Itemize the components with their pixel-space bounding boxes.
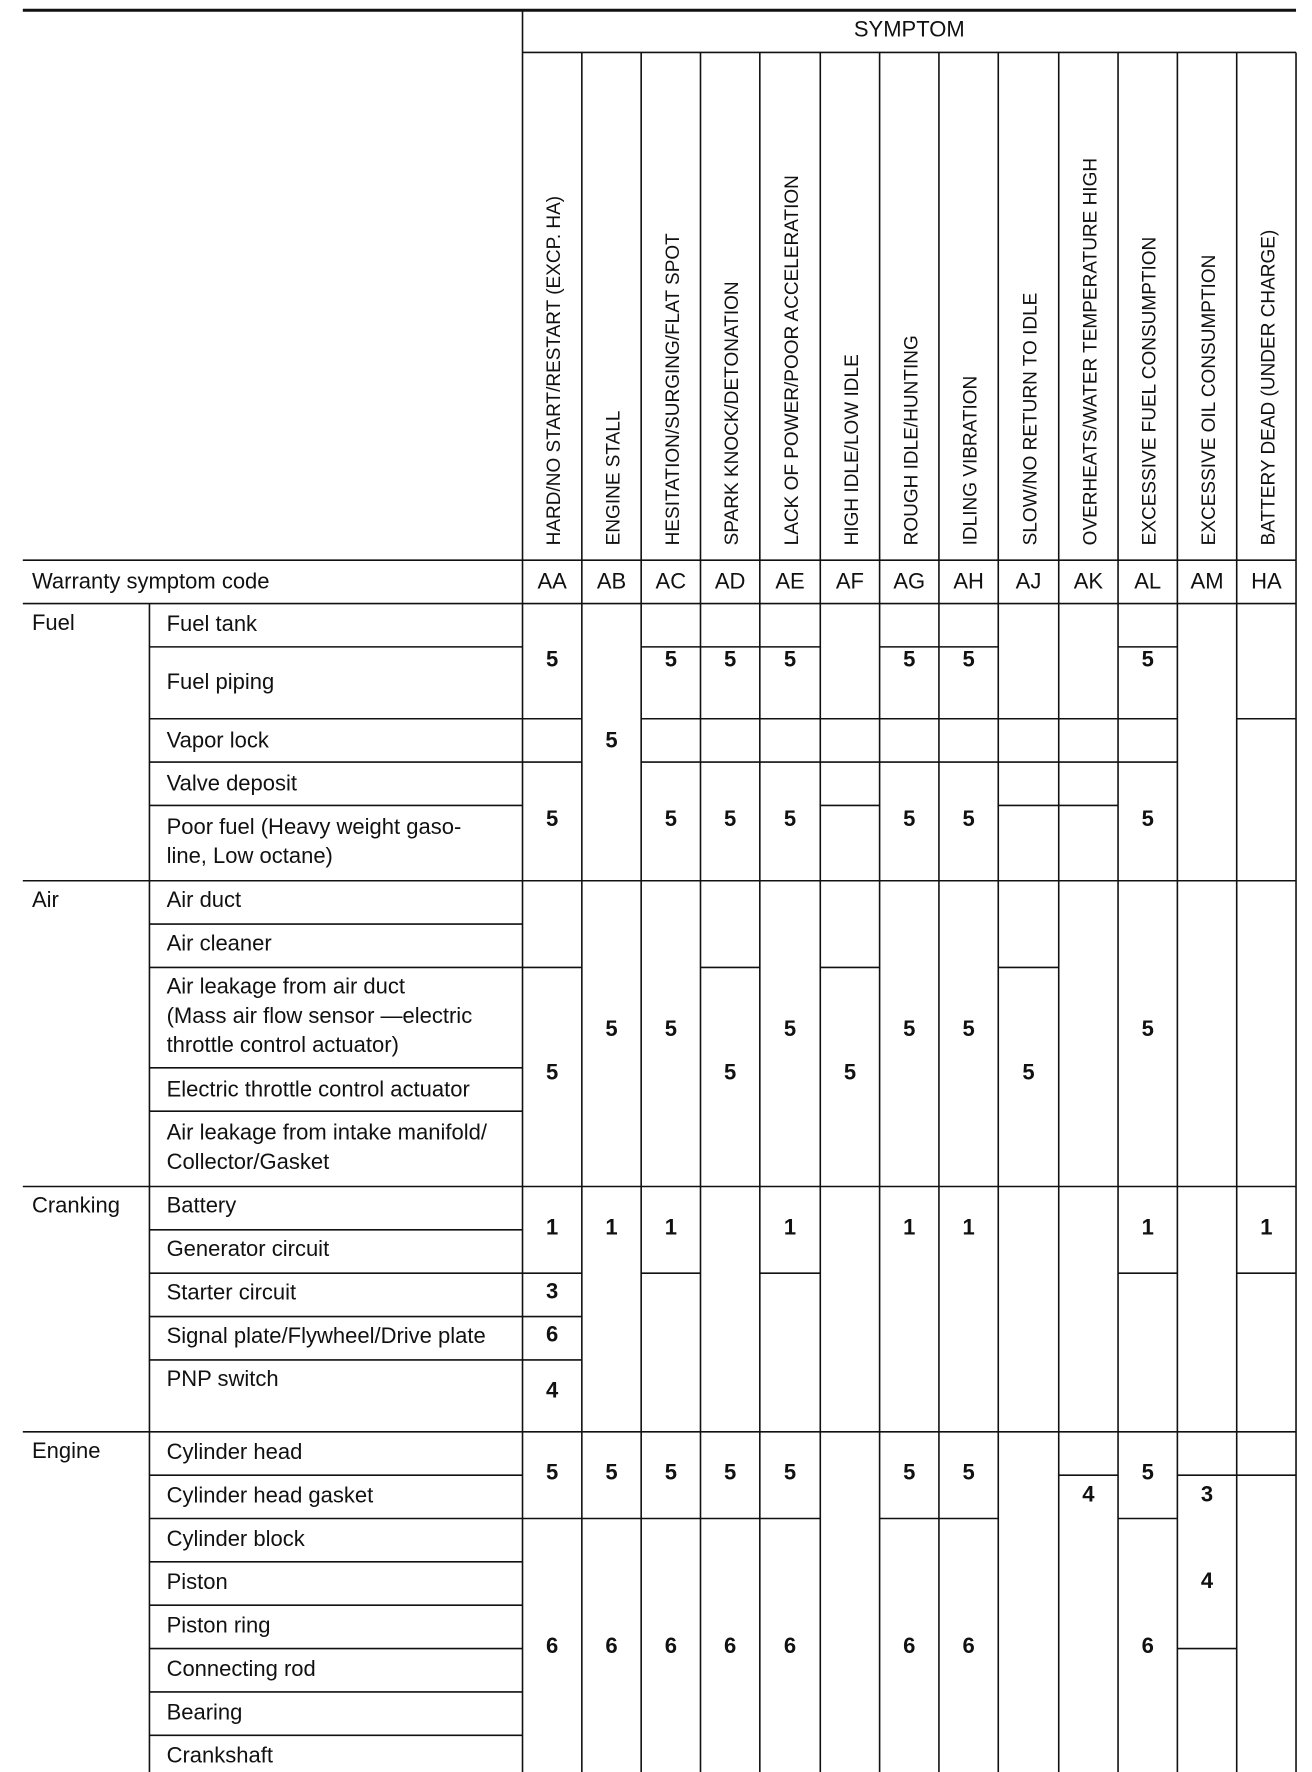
cell-engine-block-ae: 6 [783, 1633, 797, 1659]
warranty-code-ha: HA [1251, 568, 1282, 594]
warranty-code-ag: AG [893, 568, 926, 594]
column-header-ab: ENGINE STALL [603, 410, 625, 546]
warranty-code-ah: AH [953, 568, 984, 594]
warranty-code-ad: AD [714, 568, 746, 594]
warranty-code-af: AF [835, 568, 865, 594]
cell-cranking-pnp-aa: 4 [546, 1377, 559, 1403]
warranty-code-ak: AK [1073, 568, 1104, 594]
cell-engine-block-al: 6 [1141, 1633, 1154, 1659]
column-header-aj: SLOW/NO RETURN TO IDLE [1020, 292, 1042, 546]
warranty-code-aj: AJ [1015, 568, 1042, 594]
cell-engine-block-ac: 6 [664, 1633, 677, 1659]
cell-engine-block-aa: 6 [546, 1633, 559, 1659]
cell-air-upper-ah: 5 [962, 1015, 975, 1041]
category-air: Air [31, 886, 59, 912]
item-label: Cylinder head [166, 1439, 303, 1465]
cell-engine-head-ad: 5 [724, 1459, 737, 1485]
category-fuel: Fuel [31, 609, 75, 635]
cell-air-upper-ag: 5 [903, 1015, 916, 1041]
item-label: Cylinder block [166, 1525, 305, 1551]
column-header-ad: SPARK KNOCK/DETONATION [722, 281, 744, 546]
cell-cranking-battery-generator-ac: 1 [664, 1214, 677, 1240]
cell-engine-head-ab: 5 [605, 1459, 618, 1485]
item-label: Generator circuit [166, 1236, 330, 1262]
cell-fuel-tank-piping-al: 5 [1141, 646, 1154, 672]
cell-engine-head-al: 5 [1141, 1459, 1154, 1485]
warranty-code-am: AM [1190, 568, 1224, 594]
cell-engine-block-ag: 6 [903, 1633, 916, 1659]
warranty-code-ae: AE [775, 568, 805, 594]
cell-engine-head-gasket-ak: 4 [1082, 1481, 1095, 1507]
cell-cranking-battery-generator-ab: 1 [605, 1214, 618, 1240]
warranty-code-ab: AB [596, 568, 627, 594]
column-header-ak: OVERHEATS/WATER TEMPERATURE HIGH [1080, 157, 1102, 546]
cell-cranking-signal-plate-aa: 6 [546, 1321, 559, 1347]
cell-engine-head-aa: 5 [546, 1459, 559, 1485]
column-header-ah: IDLING VIBRATION [960, 375, 982, 546]
cell-cranking-starter-aa: 3 [546, 1278, 559, 1304]
item-label: Battery [166, 1192, 237, 1218]
symptom-header: SYMPTOM [853, 16, 965, 42]
item-label: Poor fuel (Heavy weight gaso- [166, 813, 462, 839]
item-label: Cylinder head gasket [166, 1482, 374, 1508]
cell-fuel-deposit-poor-ae: 5 [783, 805, 797, 831]
cell-fuel-deposit-poor-aa: 5 [546, 805, 559, 831]
cell-engine-head-ah: 5 [962, 1459, 975, 1485]
item-label: throttle control actuator) [166, 1031, 399, 1057]
item-label: Connecting rod [166, 1655, 316, 1681]
column-header-ag: ROUGH IDLE/HUNTING [901, 335, 923, 546]
cell-engine-head-ae: 5 [783, 1459, 797, 1485]
cell-cranking-battery-generator-ae: 1 [783, 1214, 797, 1240]
item-label: Fuel tank [166, 610, 258, 636]
item-label: Bearing [166, 1699, 243, 1725]
item-label: line, Low octane) [166, 843, 333, 869]
column-header-af: HIGH IDLE/LOW IDLE [841, 354, 863, 546]
cell-fuel-tank-piping-ad: 5 [724, 646, 737, 672]
item-label: Air leakage from air duct [166, 973, 406, 999]
cell-cranking-battery-generator-ag: 1 [903, 1214, 916, 1240]
warranty-code-aa: AA [537, 568, 567, 594]
cell-engine-block-ad: 6 [724, 1633, 737, 1659]
item-label: Air duct [166, 886, 242, 912]
cell-fuel-vapor-lock-ab: 5 [605, 727, 618, 753]
cell-fuel-tank-piping-aa: 5 [546, 646, 559, 672]
cell-fuel-tank-piping-ac: 5 [664, 646, 677, 672]
cell-air-lower-aj: 5 [1022, 1059, 1035, 1085]
column-header-ha: BATTERY DEAD (UNDER CHARGE) [1258, 229, 1280, 546]
cell-fuel-tank-piping-ah: 5 [962, 646, 975, 672]
column-header-am: EXCESSIVE OIL CONSUMPTION [1199, 254, 1221, 546]
column-header-al: EXCESSIVE FUEL CONSUMPTION [1139, 236, 1161, 546]
cell-cranking-battery-generator-ha: 1 [1260, 1214, 1273, 1240]
item-label: Collector/Gasket [166, 1148, 330, 1174]
cell-air-upper-ae: 5 [783, 1015, 797, 1041]
item-label: Valve deposit [166, 770, 298, 796]
warranty-code-ac: AC [655, 568, 687, 594]
cell-engine-block-ah: 6 [962, 1633, 975, 1659]
cell-fuel-deposit-poor-al: 5 [1141, 805, 1154, 831]
column-header-aa: HARD/NO START/RESTART (EXCP. HA) [544, 195, 566, 546]
cell-engine-piston-oil-am: 4 [1200, 1568, 1214, 1594]
cell-cranking-battery-generator-al: 1 [1141, 1214, 1154, 1240]
warranty-code-al: AL [1134, 568, 1162, 594]
cell-engine-block-ab: 6 [605, 1633, 618, 1659]
warranty-symptom-code-label: Warranty symptom code [31, 568, 270, 594]
item-label: Piston [166, 1569, 228, 1595]
cell-engine-head-ag: 5 [903, 1459, 916, 1485]
item-label: Crankshaft [166, 1742, 273, 1768]
cell-air-lower-ad: 5 [724, 1059, 737, 1085]
cell-fuel-deposit-poor-ag: 5 [903, 805, 916, 831]
cell-fuel-tank-piping-ae: 5 [783, 646, 797, 672]
item-label: Air cleaner [166, 930, 272, 956]
item-label: Vapor lock [166, 727, 269, 753]
item-label: Air leakage from intake manifold/ [166, 1119, 487, 1145]
item-label: Electric throttle control actuator [166, 1076, 470, 1102]
item-label: Piston ring [166, 1612, 271, 1638]
cell-air-upper-al: 5 [1141, 1015, 1154, 1041]
cell-cranking-battery-generator-aa: 1 [546, 1214, 559, 1240]
cell-air-lower-af: 5 [843, 1059, 857, 1085]
cell-fuel-deposit-poor-ac: 5 [664, 805, 677, 831]
cell-engine-head-gasket-am: 3 [1200, 1481, 1214, 1507]
cell-fuel-deposit-poor-ad: 5 [724, 805, 737, 831]
cell-air-upper-ac: 5 [664, 1015, 677, 1041]
column-header-ae: LACK OF POWER/POOR ACCELERATION [782, 175, 804, 546]
cell-cranking-battery-generator-ah: 1 [962, 1214, 975, 1240]
category-engine: Engine [31, 1438, 101, 1464]
item-label: (Mass air flow sensor —electric [166, 1002, 473, 1028]
cell-air-upper-ab: 5 [605, 1015, 618, 1041]
category-cranking: Cranking [31, 1192, 120, 1218]
table-text [32, 17, 1282, 1768]
cell-fuel-deposit-poor-ah: 5 [962, 805, 975, 831]
cell-air-lower-aa: 5 [546, 1059, 559, 1085]
cell-engine-head-ac: 5 [664, 1459, 677, 1485]
item-label: Starter circuit [166, 1279, 297, 1305]
item-label: Fuel piping [166, 669, 275, 695]
column-header-ac: HESITATION/SURGING/FLAT SPOT [662, 233, 684, 546]
cell-fuel-tank-piping-ag: 5 [903, 646, 916, 672]
item-label: PNP switch [166, 1366, 279, 1392]
item-label: Signal plate/Flywheel/Drive plate [166, 1322, 486, 1348]
